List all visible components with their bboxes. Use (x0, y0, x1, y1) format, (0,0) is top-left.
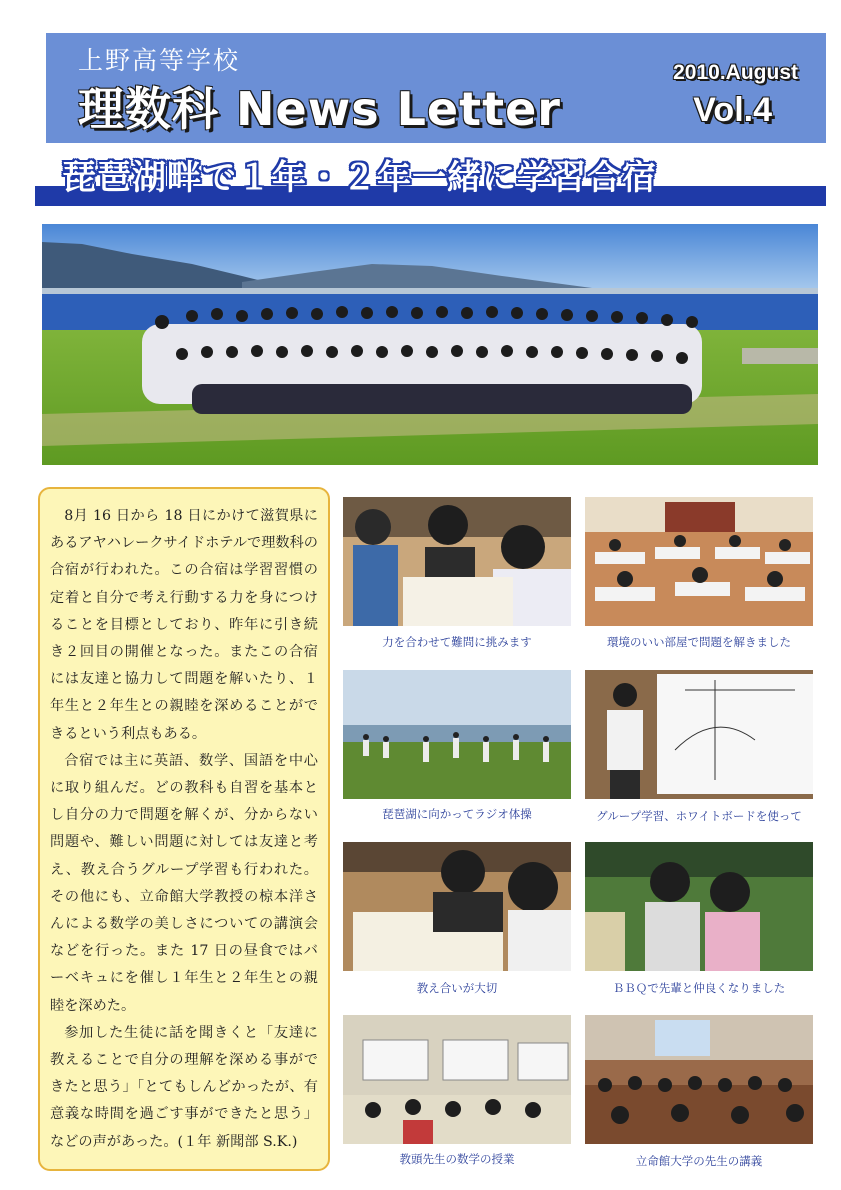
masthead-banner (46, 33, 826, 143)
article-paragraph-2: 合宿では主に英語、数学、国語を中心に取り組んだ。どの教科も自習を基本とし自分の力で問題を解くが、分からない問題や、難しい問題に対しては友達と考え、教え合うグループ学習も行われた。その他にも、立命館大学教授の椋本洋さんによる数学の美しさについての講演会などを行った。また 17 日の昼食ではバーベキュにを催し１年生と２年生との親睦を深めた。 (50, 752, 318, 1014)
group-photo (42, 224, 818, 465)
photo-caption-6: ＢＢＱで先輩と仲良くなりました (612, 981, 786, 995)
school-name: 上野高等学校 (78, 46, 241, 75)
whiteboard-photo (585, 670, 813, 799)
issue-date: 2010.August (673, 61, 798, 84)
photo-caption-3: 琵琶湖に向かってラジオ体操 (382, 807, 532, 821)
lakeside-exercise-photo (343, 670, 571, 799)
math-class-photo (343, 1015, 571, 1144)
headline: 琵琶湖畔で１年・２年一緒に学習合宿 (62, 158, 657, 198)
bbq-photo (585, 842, 813, 971)
newsletter-title: 理数科 News Letter (78, 82, 561, 136)
peer-teaching-photo (343, 842, 571, 971)
photo-caption-5: 教え合いが大切 (416, 981, 498, 995)
photo-caption-8: 立命館大学の先生の講義 (635, 1154, 763, 1168)
photo-caption-2: 環境のいい部屋で問題を解きました (607, 635, 791, 649)
students-working-photo (343, 497, 571, 626)
photo-caption-1: 力を合わせて難問に挑みます (382, 635, 532, 649)
article-paragraph-3: 参加した生徒に話を聞きくと「友達に教えることで自分の理解を深める事ができたと思う」「とてもしんどかったが、有意義な時間を過ごす事ができたと思う」などの声があった。(１年 新聞部 S.K.) (50, 1024, 318, 1150)
study-room-photo (585, 497, 813, 626)
issue-volume: Vol.4 (693, 91, 772, 129)
article-paragraph-1: 8月 16 日から 18 日にかけて滋賀県にあるアヤハレークサイドホテルで理数科の合宿が行われた。この合宿は学習習慣の定着と自分で考え行動する力を身につけることを目標としており、昨年に引き続き２回目の開催となった。またこの合宿には友達と協力して問題を解いたり、１年生と２年生との親睦を深めることができるという利点もある。 (50, 508, 318, 742)
photo-caption-7: 教頭先生の数学の授業 (399, 1152, 515, 1166)
article-box (38, 487, 330, 1171)
lecture-photo (585, 1015, 813, 1144)
photo-caption-4: グループ学習、ホワイトボードを使って (596, 809, 802, 823)
